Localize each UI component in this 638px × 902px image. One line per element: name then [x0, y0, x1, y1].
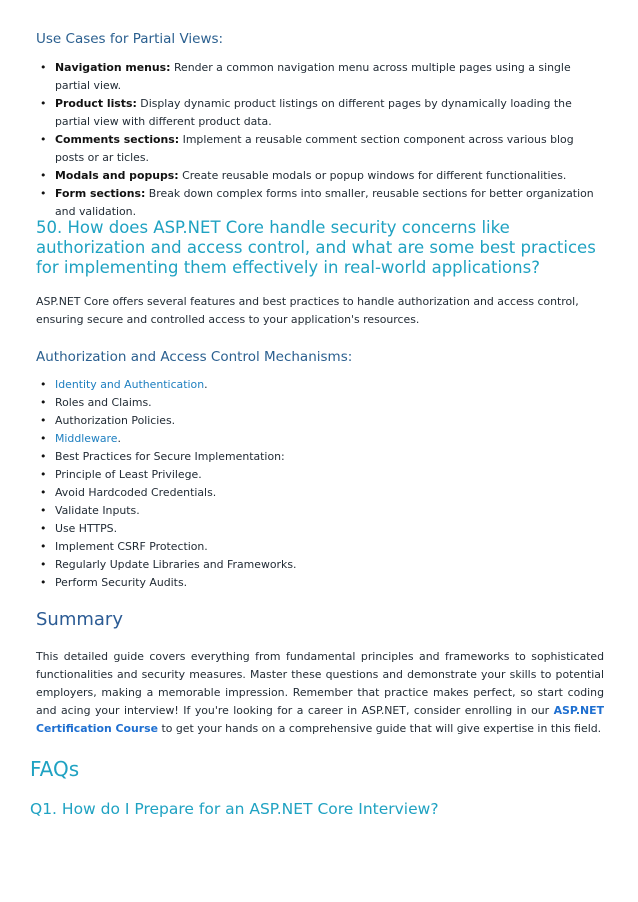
list-item-term: Form sections:: [55, 187, 146, 200]
list-item: • Implement CSRF Protection.: [40, 538, 600, 556]
punctuation: .: [117, 432, 121, 445]
list-item: • Avoid Hardcoded Credentials.: [40, 484, 600, 502]
list-item-desc: Display dynamic product listings on different pages by dynamically loading the partial view with different product data.: [55, 97, 572, 128]
list-item: • Authorization Policies.: [40, 412, 600, 430]
mechanisms-list: [40, 376, 600, 592]
certification-course-link[interactable]: ASP.NET Certification Course: [36, 704, 604, 735]
summary-text: This detailed guide covers everything from fundamental principles and frameworks to sophisticated functionalities and security measures. Master these questions and demonstrate your skills to potential employers, making a memorable impression. Remember that practice makes perfect, so start coding and acing your interview! If you're looking for a career in ASP.NET, consider enrolling in our: [36, 650, 604, 717]
list-item-desc: Implement a reusable comment section component across various blog posts or ar ticles.: [55, 133, 574, 164]
list-item-desc: Create reusable modals or popup windows for different functionalities.: [178, 169, 567, 182]
summary-text-end: to get your hands on a comprehensive guide that will give expertise in this field.: [158, 722, 602, 735]
list-item: • Perform Security Audits.: [40, 574, 600, 592]
list-item: • Use HTTPS.: [40, 520, 600, 538]
list-item: [40, 59, 600, 95]
list-item: [40, 95, 600, 131]
middleware-link[interactable]: Middleware: [55, 432, 118, 445]
list-item: • Regularly Update Libraries and Frameworks.: [40, 556, 600, 574]
mechanisms-heading: Authorization and Access Control Mechanisms:: [36, 349, 353, 365]
list-item-term: Comments sections:: [55, 133, 180, 146]
list-item: • Roles and Claims.: [40, 394, 600, 412]
list-item: • Validate Inputs.: [40, 502, 600, 520]
question-50-intro: ASP.NET Core offers several features and best practices to handle authorization and access control, ensuring secure and controlled access to your application's resources.: [36, 295, 579, 326]
faqs-heading: FAQs: [30, 757, 80, 781]
summary-heading: Summary: [36, 609, 123, 630]
list-item-term: Product lists:: [55, 97, 137, 110]
list-item: • Best Practices for Secure Implementation:: [40, 448, 600, 466]
list-item-term: Modals and popups:: [55, 169, 179, 182]
identity-link[interactable]: Identity and Authentication: [55, 378, 205, 391]
punctuation: .: [204, 378, 208, 391]
list-item: [40, 430, 600, 448]
list-item: [40, 185, 600, 221]
list-item: [40, 167, 600, 185]
list-item-term: Navigation menus:: [55, 61, 171, 74]
list-item-desc: Render a common navigation menu across multiple pages using a single partial view.: [55, 61, 571, 92]
question-50-heading: 50. How does ASP.NET Core handle security concerns like authorization and access control, and what are some best practices for implementing them effectively in real-world applications?: [36, 218, 596, 277]
list-item-desc: Break down complex forms into smaller, reusable sections for better organization and validation.: [55, 187, 594, 218]
use-cases-list: [40, 59, 600, 221]
list-item: [40, 376, 600, 394]
summary-paragraph: [36, 648, 604, 738]
faq-question-1: Q1. How do I Prepare for an ASP.NET Core Interview?: [30, 800, 439, 818]
use-cases-heading: Use Cases for Partial Views:: [36, 31, 224, 47]
list-item: • Principle of Least Privilege.: [40, 466, 600, 484]
list-item: [40, 131, 600, 167]
